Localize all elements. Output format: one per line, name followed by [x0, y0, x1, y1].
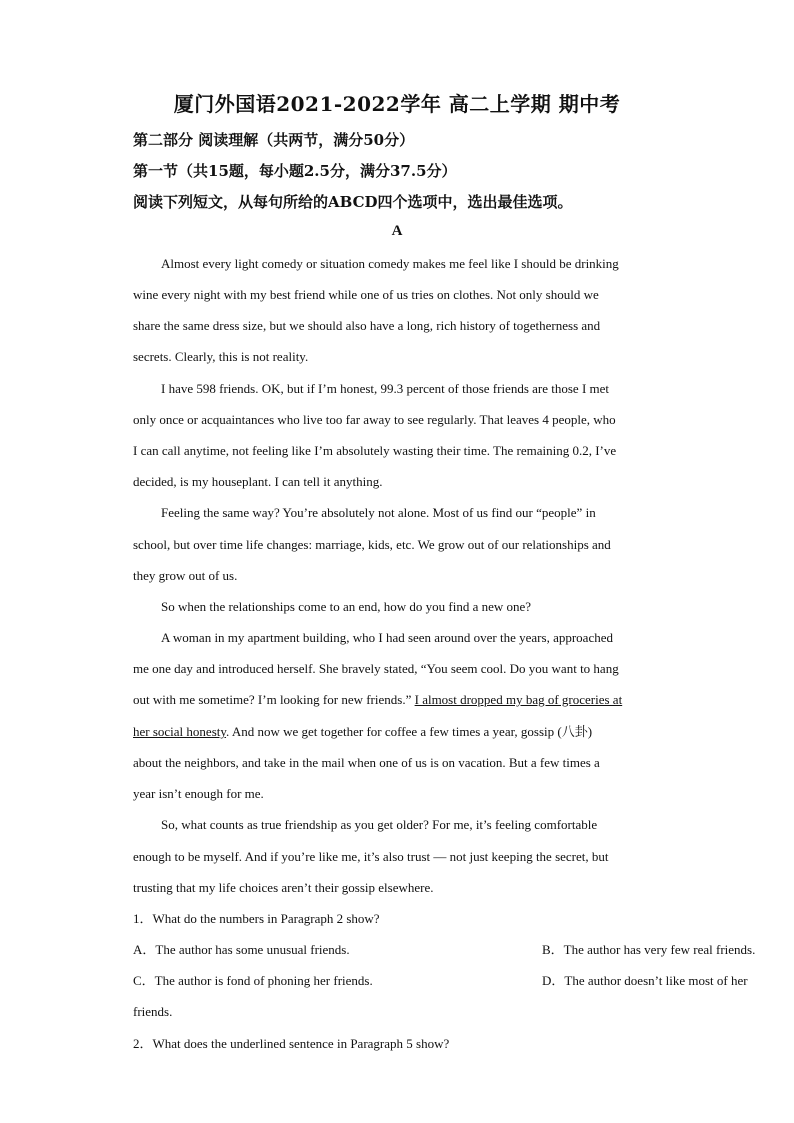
passage-line: A woman in my apartment building, who I had seen around over the years, approached	[161, 630, 613, 645]
passage-line: school, but over time life changes: marriage, kids, etc. We grow out of our relationships and	[133, 537, 611, 552]
option-d: D．The author doesn’t like most of her	[542, 973, 748, 988]
option-b: B．The author has very few real friends.	[542, 942, 756, 957]
passage-line: Feeling the same way? You’re absolutely not alone. Most of us find our “people” in	[161, 505, 596, 520]
option-row	[133, 973, 748, 989]
passage-line: I have 598 friends. OK, but if I’m honest, 99.3 percent of those friends are those I met	[161, 381, 610, 396]
passage-line: about the neighbors, and take in the mail when one of us is on vacation. But a few times a	[133, 755, 600, 770]
passage-line: wine every night with my best friend while one of us tries on clothes. Not only should we	[133, 287, 599, 302]
passage-text: . And now we get together for coffee a few times a year, gossip (八卦)	[226, 724, 593, 739]
passage-line: So when the relationships come to an end, how do you find a new one?	[161, 599, 532, 614]
passage-line: secrets. Clearly, this is not reality.	[133, 349, 309, 364]
part-heading: 第二部分 阅读理解（共两节，满分50分）	[133, 131, 415, 149]
passage-line: they grow out of us.	[133, 568, 238, 583]
page-title: 厦门外国语2021-2022学年 高二上学期 期中考	[173, 92, 621, 116]
passage-line: Almost every light comedy or situation comedy makes me feel like I should be drinking	[161, 256, 619, 271]
option-row	[133, 942, 756, 958]
passage-line: I can call anytime, not feeling like I’m absolutely wasting their time. The remaining 0.2, I’ve	[133, 443, 617, 458]
question-stem: 1．What do the numbers in Paragraph 2 show?	[133, 911, 380, 926]
passage-line: enough to be myself. And if you’re like me, it’s also trust — not just keeping the secret, but	[133, 849, 609, 864]
underlined-sentence: her social honesty	[133, 724, 227, 739]
passage-line: share the same dress size, but we should also have a long, rich history of togetherness and	[133, 318, 601, 333]
passage-label: A	[391, 223, 403, 239]
passage-line: year isn’t enough for me.	[133, 786, 264, 801]
underlined-sentence: I almost dropped my bag of groceries at	[414, 692, 623, 707]
passage-line: decided, is my houseplant. I can tell it anything.	[133, 474, 383, 489]
instruction-text: 阅读下列短文，从每句所给的ABCD四个选项中，选出最佳选项。	[133, 193, 573, 211]
option-c: C．The author is fond of phoning her friends.	[133, 973, 373, 988]
section-heading: 第一节（共15题，每小题2.5分，满分37.5分）	[133, 162, 457, 180]
passage-line: me one day and introduced herself. She bravely stated, “You seem cool. Do you want to hang	[133, 661, 619, 676]
passage-line	[133, 692, 663, 708]
passage-line: So, what counts as true friendship as you get older? For me, it’s feeling comfortable	[161, 817, 598, 832]
question-stem: 2．What does the underlined sentence in Paragraph 5 show?	[133, 1036, 450, 1051]
passage-text: out with me sometime? I’m looking for new friends.”	[133, 692, 415, 707]
option-a: A．The author has some unusual friends.	[133, 942, 350, 957]
passage-line	[133, 724, 663, 740]
passage-line: only once or acquaintances who live too far away to see regularly. That leaves 4 people, who	[133, 412, 616, 427]
passage-line: trusting that my life choices aren’t their gossip elsewhere.	[133, 880, 434, 895]
option-d-continued: friends.	[133, 1004, 173, 1019]
